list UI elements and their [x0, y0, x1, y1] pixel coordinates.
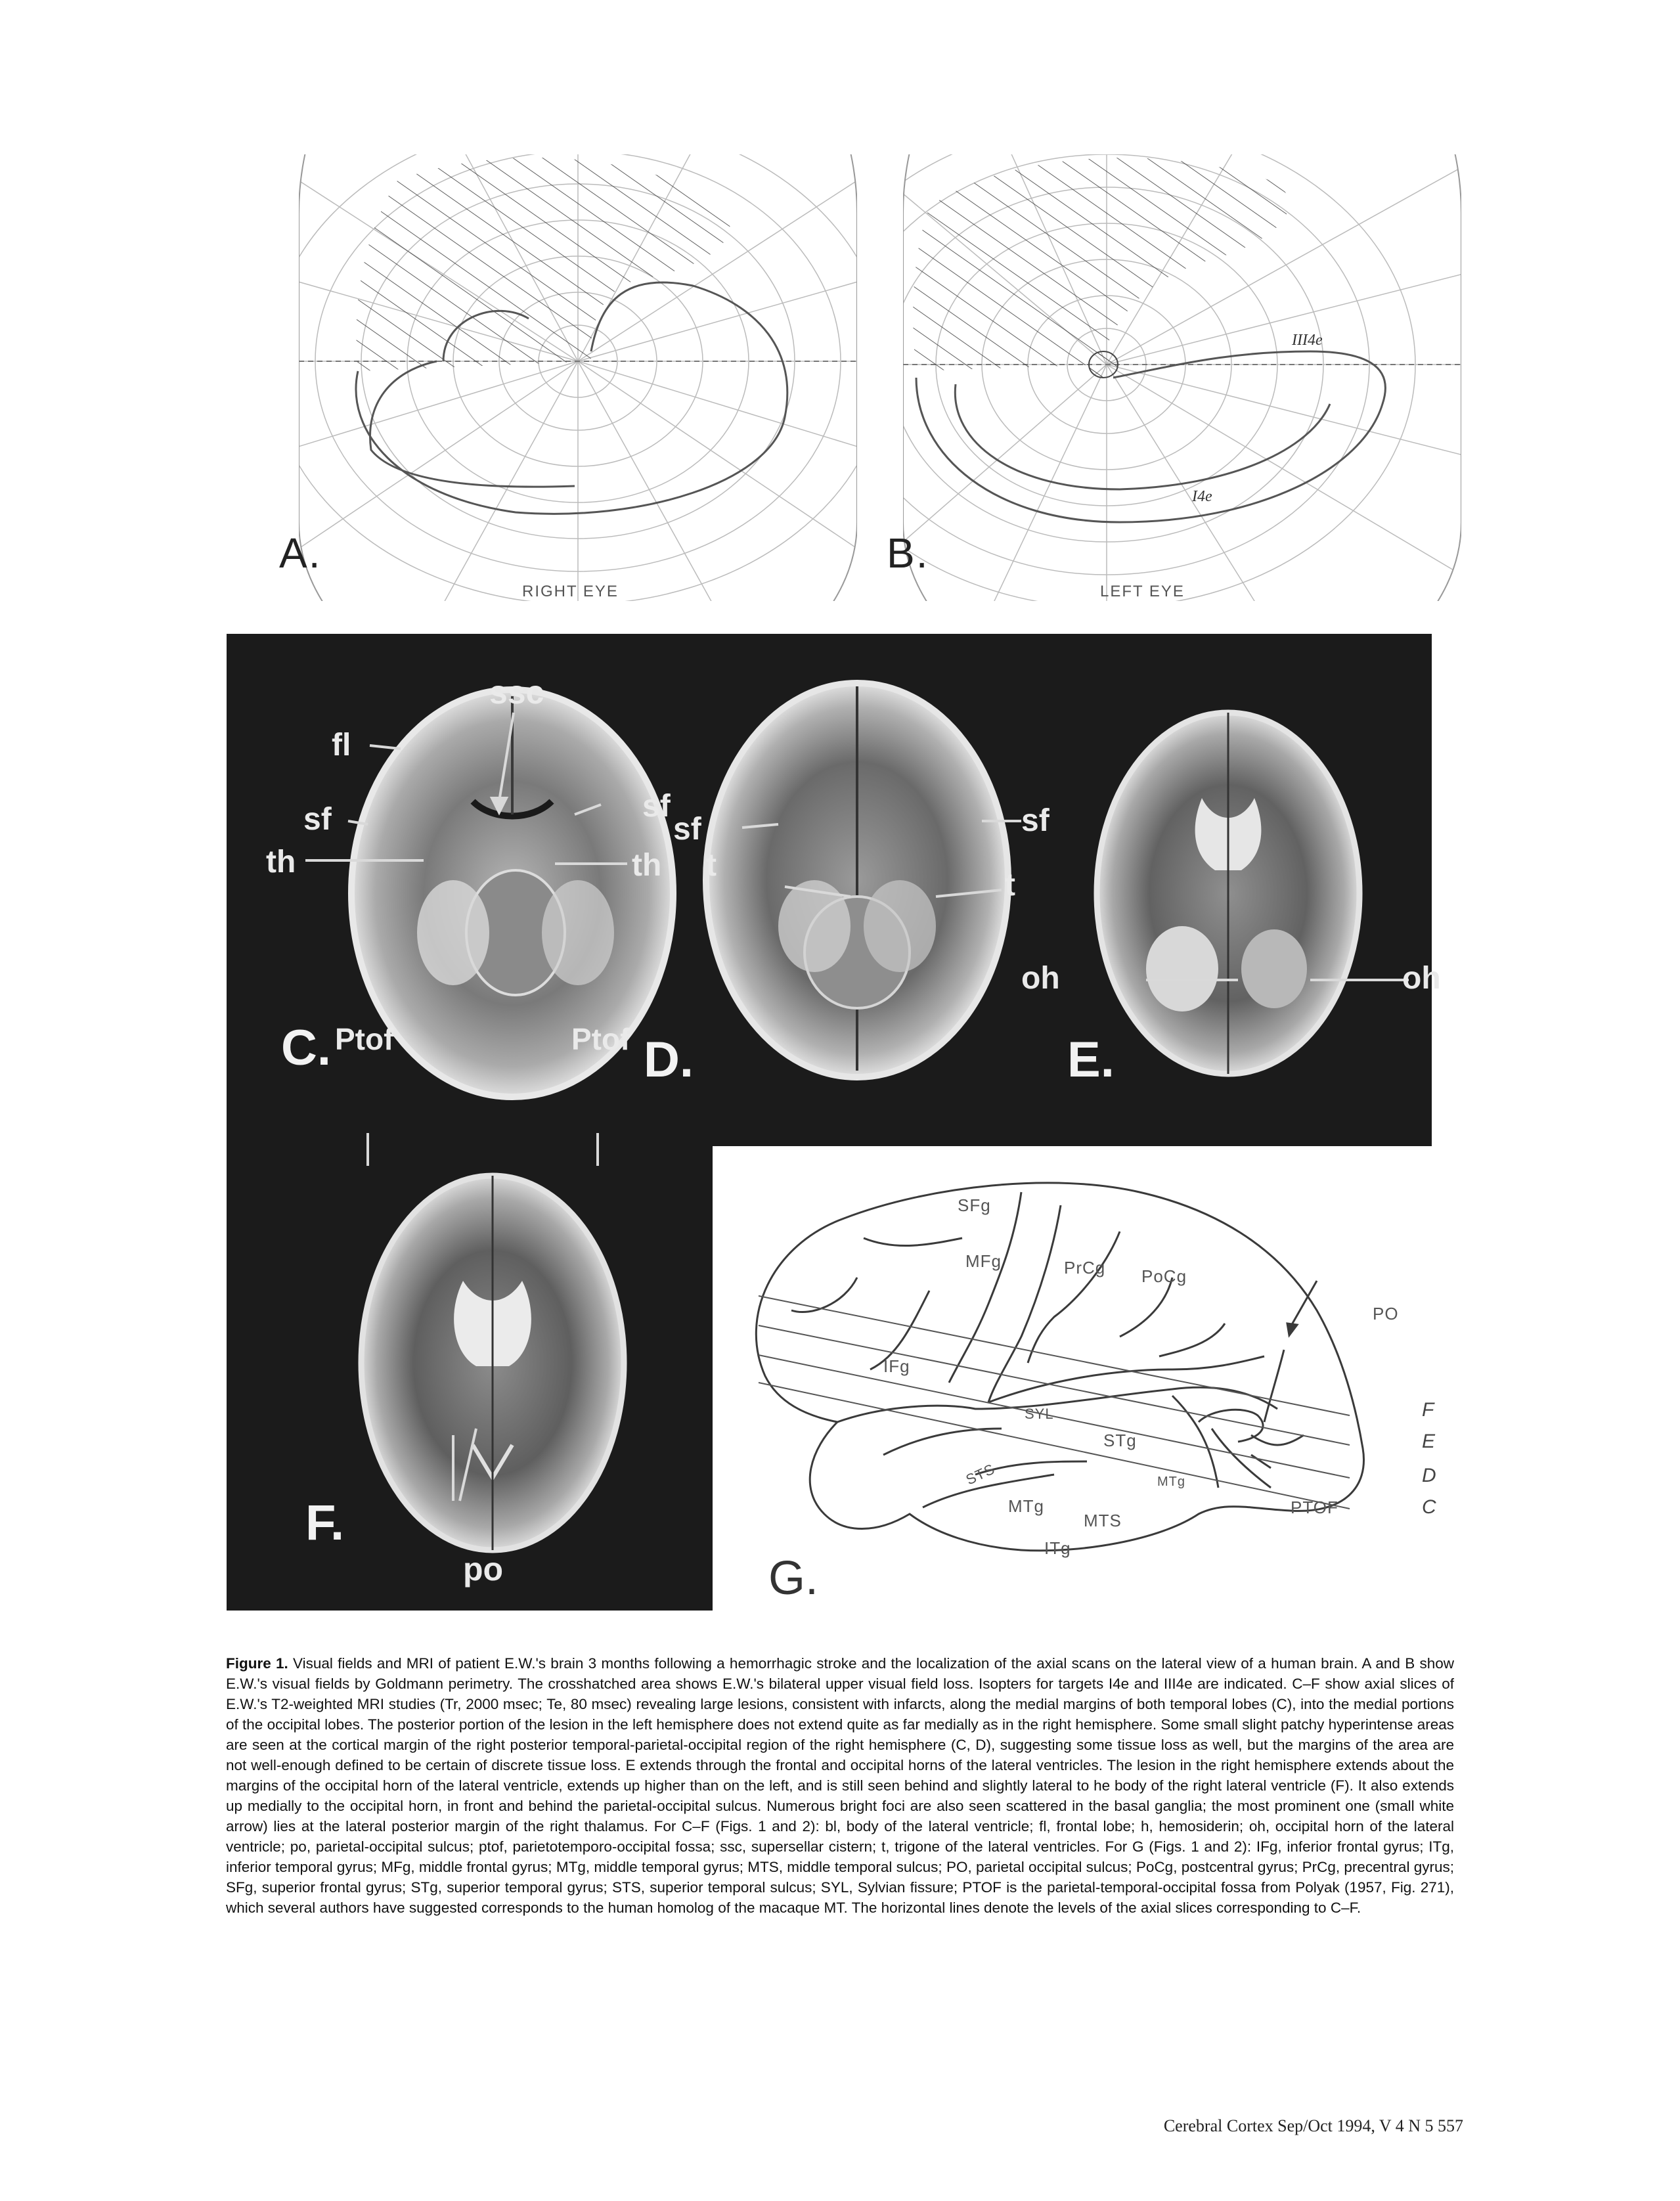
gyrus-label-ifg: IFg	[883, 1356, 910, 1376]
level-label-e: E	[1422, 1431, 1436, 1452]
mri-d-label-t-right: t	[1005, 868, 1015, 902]
mri-e-label-oh-right: oh	[1402, 961, 1441, 996]
gyrus-label-pocg: PoCg	[1141, 1266, 1187, 1286]
mri-c-label-ptof-left: Ptof	[335, 1022, 394, 1056]
panel-letter-f: F.	[305, 1495, 345, 1551]
mri-c-label-ptof-right: Ptof	[571, 1022, 630, 1056]
mri-c-label-fl: fl	[332, 728, 351, 763]
figure-caption	[226, 1653, 1454, 1918]
perimetry-chart-right-eye	[299, 154, 857, 601]
gyrus-label-prcg: PrCg	[1064, 1258, 1106, 1278]
sulcus-label-mts: MTS	[1084, 1511, 1122, 1530]
fissure-label-syl: SYL	[1025, 1406, 1054, 1422]
mri-c-label-th-left: th	[266, 845, 296, 879]
mri-d-label-sf-right: sf	[1021, 803, 1050, 838]
isopter-label-i4e: I4e	[1192, 488, 1212, 505]
eye-label-left: LEFT EYE	[1100, 583, 1185, 600]
sulcus-label-po: PO	[1373, 1304, 1399, 1323]
mri-c-label-sf-left: sf	[303, 802, 332, 837]
level-label-f: F	[1422, 1399, 1434, 1421]
gyrus-label-itg: ITg	[1044, 1538, 1071, 1558]
mri-c-label-sf-right: sf	[642, 789, 671, 824]
gyrus-label-mtg-small: MTg	[1157, 1475, 1185, 1489]
panel-letter-a: A.	[279, 529, 322, 577]
mri-c-label-th-right: th	[632, 848, 662, 883]
perimetry-chart-left-eye	[903, 154, 1461, 601]
mri-e-label-oh-left: oh	[1021, 961, 1060, 996]
lateral-brain-diagram	[713, 1146, 1435, 1611]
visual-field-b	[887, 154, 1461, 601]
visual-field-a	[279, 154, 857, 601]
mri-d-label-sf-left: sf	[673, 812, 701, 847]
gyrus-label-stg: STg	[1103, 1431, 1137, 1450]
gyrus-label-mtg: MTg	[1008, 1496, 1044, 1516]
isopter-label-iii4e: III4e	[1292, 332, 1323, 349]
panel-letter-b: B.	[887, 529, 929, 577]
panel-letter-d: D.	[644, 1032, 694, 1088]
level-label-c: C	[1422, 1496, 1436, 1518]
eye-label-right: RIGHT EYE	[522, 583, 619, 600]
caption-label: Figure 1.	[226, 1655, 288, 1672]
journal-footer: Cerebral Cortex Sep/Oct 1994, V 4 N 5 557	[1163, 2116, 1463, 2135]
mri-c-label-ssc: ssc	[489, 674, 544, 711]
panel-letter-g: G.	[768, 1552, 819, 1605]
panel-letter-e: E.	[1067, 1032, 1115, 1088]
caption-text: Visual fields and MRI of patient E.W.'s brain 3 months following a hemorrhagic stroke and the localization of the axial scans on the lateral view of a human brain. A and B show E.W.'s visual fields by Goldmann perimetry. The crosshatched area shows E.W.'s bilateral upper visual field loss. Isopters for targets I4e and III4e are indicated. C–F show axial slices of E.W.'s T2-weighted MRI studies (Tr, 2000 msec; Te, 80 msec) revealing large lesions, consistent with infarcts, along the medial margins of both temporal lobes (C), into the medial portions of the occipital lobes. The posterior portion of the lesion in the left hemisphere does not extend quite as far medially as in the right hemisphere. Some small slight patchy hyperintense areas are seen at the cortical margin of the right posterior temporal-parietal-occipital region of the right hemisphere (C, D), suggesting some tissue loss as well, but the margins of the area are not well-enough defined to be certain of discrete tissue loss. E extends through the frontal and occipital horns of the lateral ventricles. The lesion in the right hemisphere extends about the margins of the occipital horn of the lateral ventricle, extends up higher than on the left, and is still seen behind and slightly lateral to he body of the right lateral ventricle (F). It also extends up medially to the occipital horn, in front and behind the parietal-occipital sulcus. Numerous bright foci are also seen scattered in the basal ganglia; the most prominent one (small white arrow) lies at the lateral posterior margin of the right thalamus. For C–F (Figs. 1 and 2): bl, body of the lateral ventricle; fl, frontal lobe; h, hemosiderin; oh, occipital horn of the lateral ventricle; po, parietal-occipital sulcus; ptof, parietotemporo-occipital fossa; ssc, supersellar cistern; t, trigone of the lateral ventricles. For G (Figs. 1 and 2): IFg, inferior frontal gyrus; ITg, inferior temporal gyrus; MFg, middle frontal gyrus; MTg, middle temporal gyrus; MTS, middle temporal sulcus; PO, parietal occipital sulcus; PoCg, postcentral gyrus; PrCg, precentral gyrus; SFg, superior frontal gyrus; STg, superior temporal gyrus; STS, superior temporal sulcus; SYL, Sylvian fissure; PTOF is the parietal-temporal-occipital fossa from Polyak (1957, Fig. 271), which several authors have suggested corresponds to the human homolog of the macaque MT. The horizontal lines denote the levels of the axial slices corresponding to C–F.	[226, 1655, 1454, 1916]
mri-f-label-po: po	[463, 1551, 504, 1588]
gyrus-label-mfg: MFg	[965, 1251, 1002, 1271]
panel-letter-c: C.	[281, 1020, 331, 1076]
sulcus-label-sts: STS	[963, 1460, 998, 1488]
level-label-d: D	[1422, 1465, 1436, 1486]
fossa-label-ptof: PTOF	[1291, 1498, 1338, 1517]
mri-d-label-t-left: t	[706, 848, 717, 883]
gyrus-label-sfg: SFg	[958, 1195, 991, 1215]
